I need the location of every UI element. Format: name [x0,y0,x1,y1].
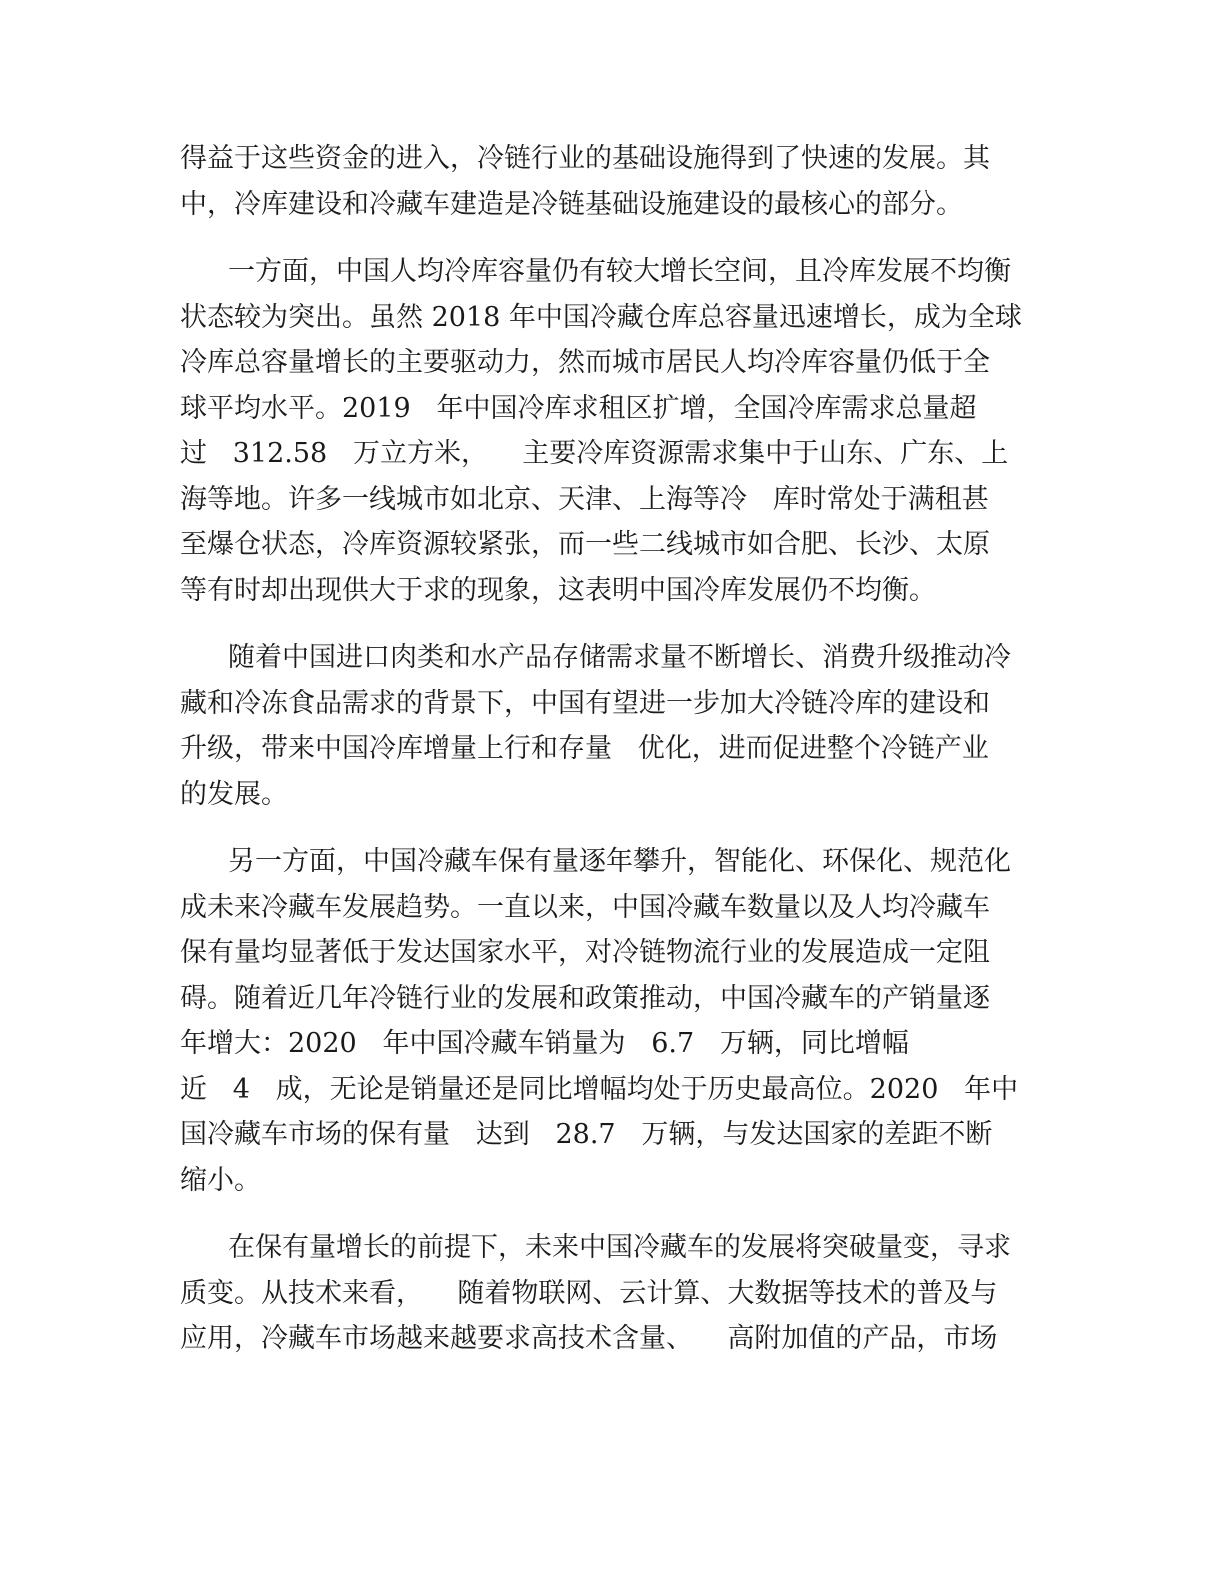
paragraph-5 [180,1225,1040,1362]
text-line: 冷库总容量增长的主要驱动力，然而城市居民人均冷库容量仍低于全 [180,347,990,378]
text-line: 球平均水平。2019 年中国冷库求租区扩增，全国冷库需求总量超 [180,392,977,424]
text-line: 至爆仓状态，冷库资源较紧张，而一些二线城市如合肥、长沙、太原 [180,529,990,560]
document-body [180,136,1040,1384]
text-line: 得益于这些资金的进入，冷链行业的基础设施得到了快速的发展。其 [180,143,990,174]
text-line: 在保有量增长的前提下，未来中国冷藏车的发展将突破量变，寻求 [228,1232,1011,1263]
paragraph-1 [180,136,1040,227]
paragraph-2 [180,249,1040,613]
text-line: 应用，冷藏车市场越来越要求高技术含量、 高附加值的产品，市场 [180,1323,998,1354]
text-line: 质变。从技术来看， 随着物联网、云计算、大数据等技术的普及与 [180,1277,998,1309]
paragraph-4 [180,839,1040,1203]
text-line: 年增大：2020 年中国冷藏车销量为 6.7 万辆，同比增幅 [180,1028,909,1059]
text-line: 近 4 成，无论是销量还是同比增幅均处于历史最高位。2020 年中 [180,1073,1019,1105]
text-line: 升级，带来中国冷库增量上行和存量 优化，进而促进整个冷链产业 [180,733,989,764]
text-line: 国冷藏车市场的保有量 达到 28.7 万辆，与发达国家的差距不断 [180,1119,993,1150]
text-line: 一方面，中国人均冷库容量仍有较大增长空间，且冷库发展不均衡 [228,256,1011,287]
text-line: 保有量均显著低于发达国家水平，对冷链物流行业的发展造成一定阻 [180,937,990,968]
text-line: 海等地。许多一线城市如北京、天津、上海等冷 库时常处于满租甚 [180,483,989,515]
text-line: 中，冷库建设和冷藏车建造是冷链基础设施建设的最核心的部分。 [180,188,963,220]
text-line: 过 312.58 万立方米， 主要冷库资源需求集中于山东、广东、上 [180,438,1009,469]
text-line: 缩小。 [180,1164,261,1196]
text-line: 状态较为突出。虽然 2018 年中国冷藏仓库总容量迅速增长，成为全球 [180,301,1022,333]
paragraph-3 [180,635,1040,817]
text-line: 的发展。 [180,778,288,810]
text-line: 另一方面，中国冷藏车保有量逐年攀升，智能化、环保化、规范化 [228,846,1011,877]
text-line: 等有时却出现供大于求的现象，这表明中国冷库发展仍不均衡。 [180,574,936,606]
text-line: 成未来冷藏车发展趋势。一直以来，中国冷藏车数量以及人均冷藏车 [180,891,990,923]
text-line: 碍。随着近几年冷链行业的发展和政策推动，中国冷藏车的产销量逐 [180,982,990,1014]
text-line: 随着中国进口肉类和水产品存储需求量不断增长、消费升级推动冷 [228,642,1011,673]
text-line: 藏和冷冻食品需求的背景下，中国有望进一步加大冷链冷库的建设和 [180,687,990,719]
